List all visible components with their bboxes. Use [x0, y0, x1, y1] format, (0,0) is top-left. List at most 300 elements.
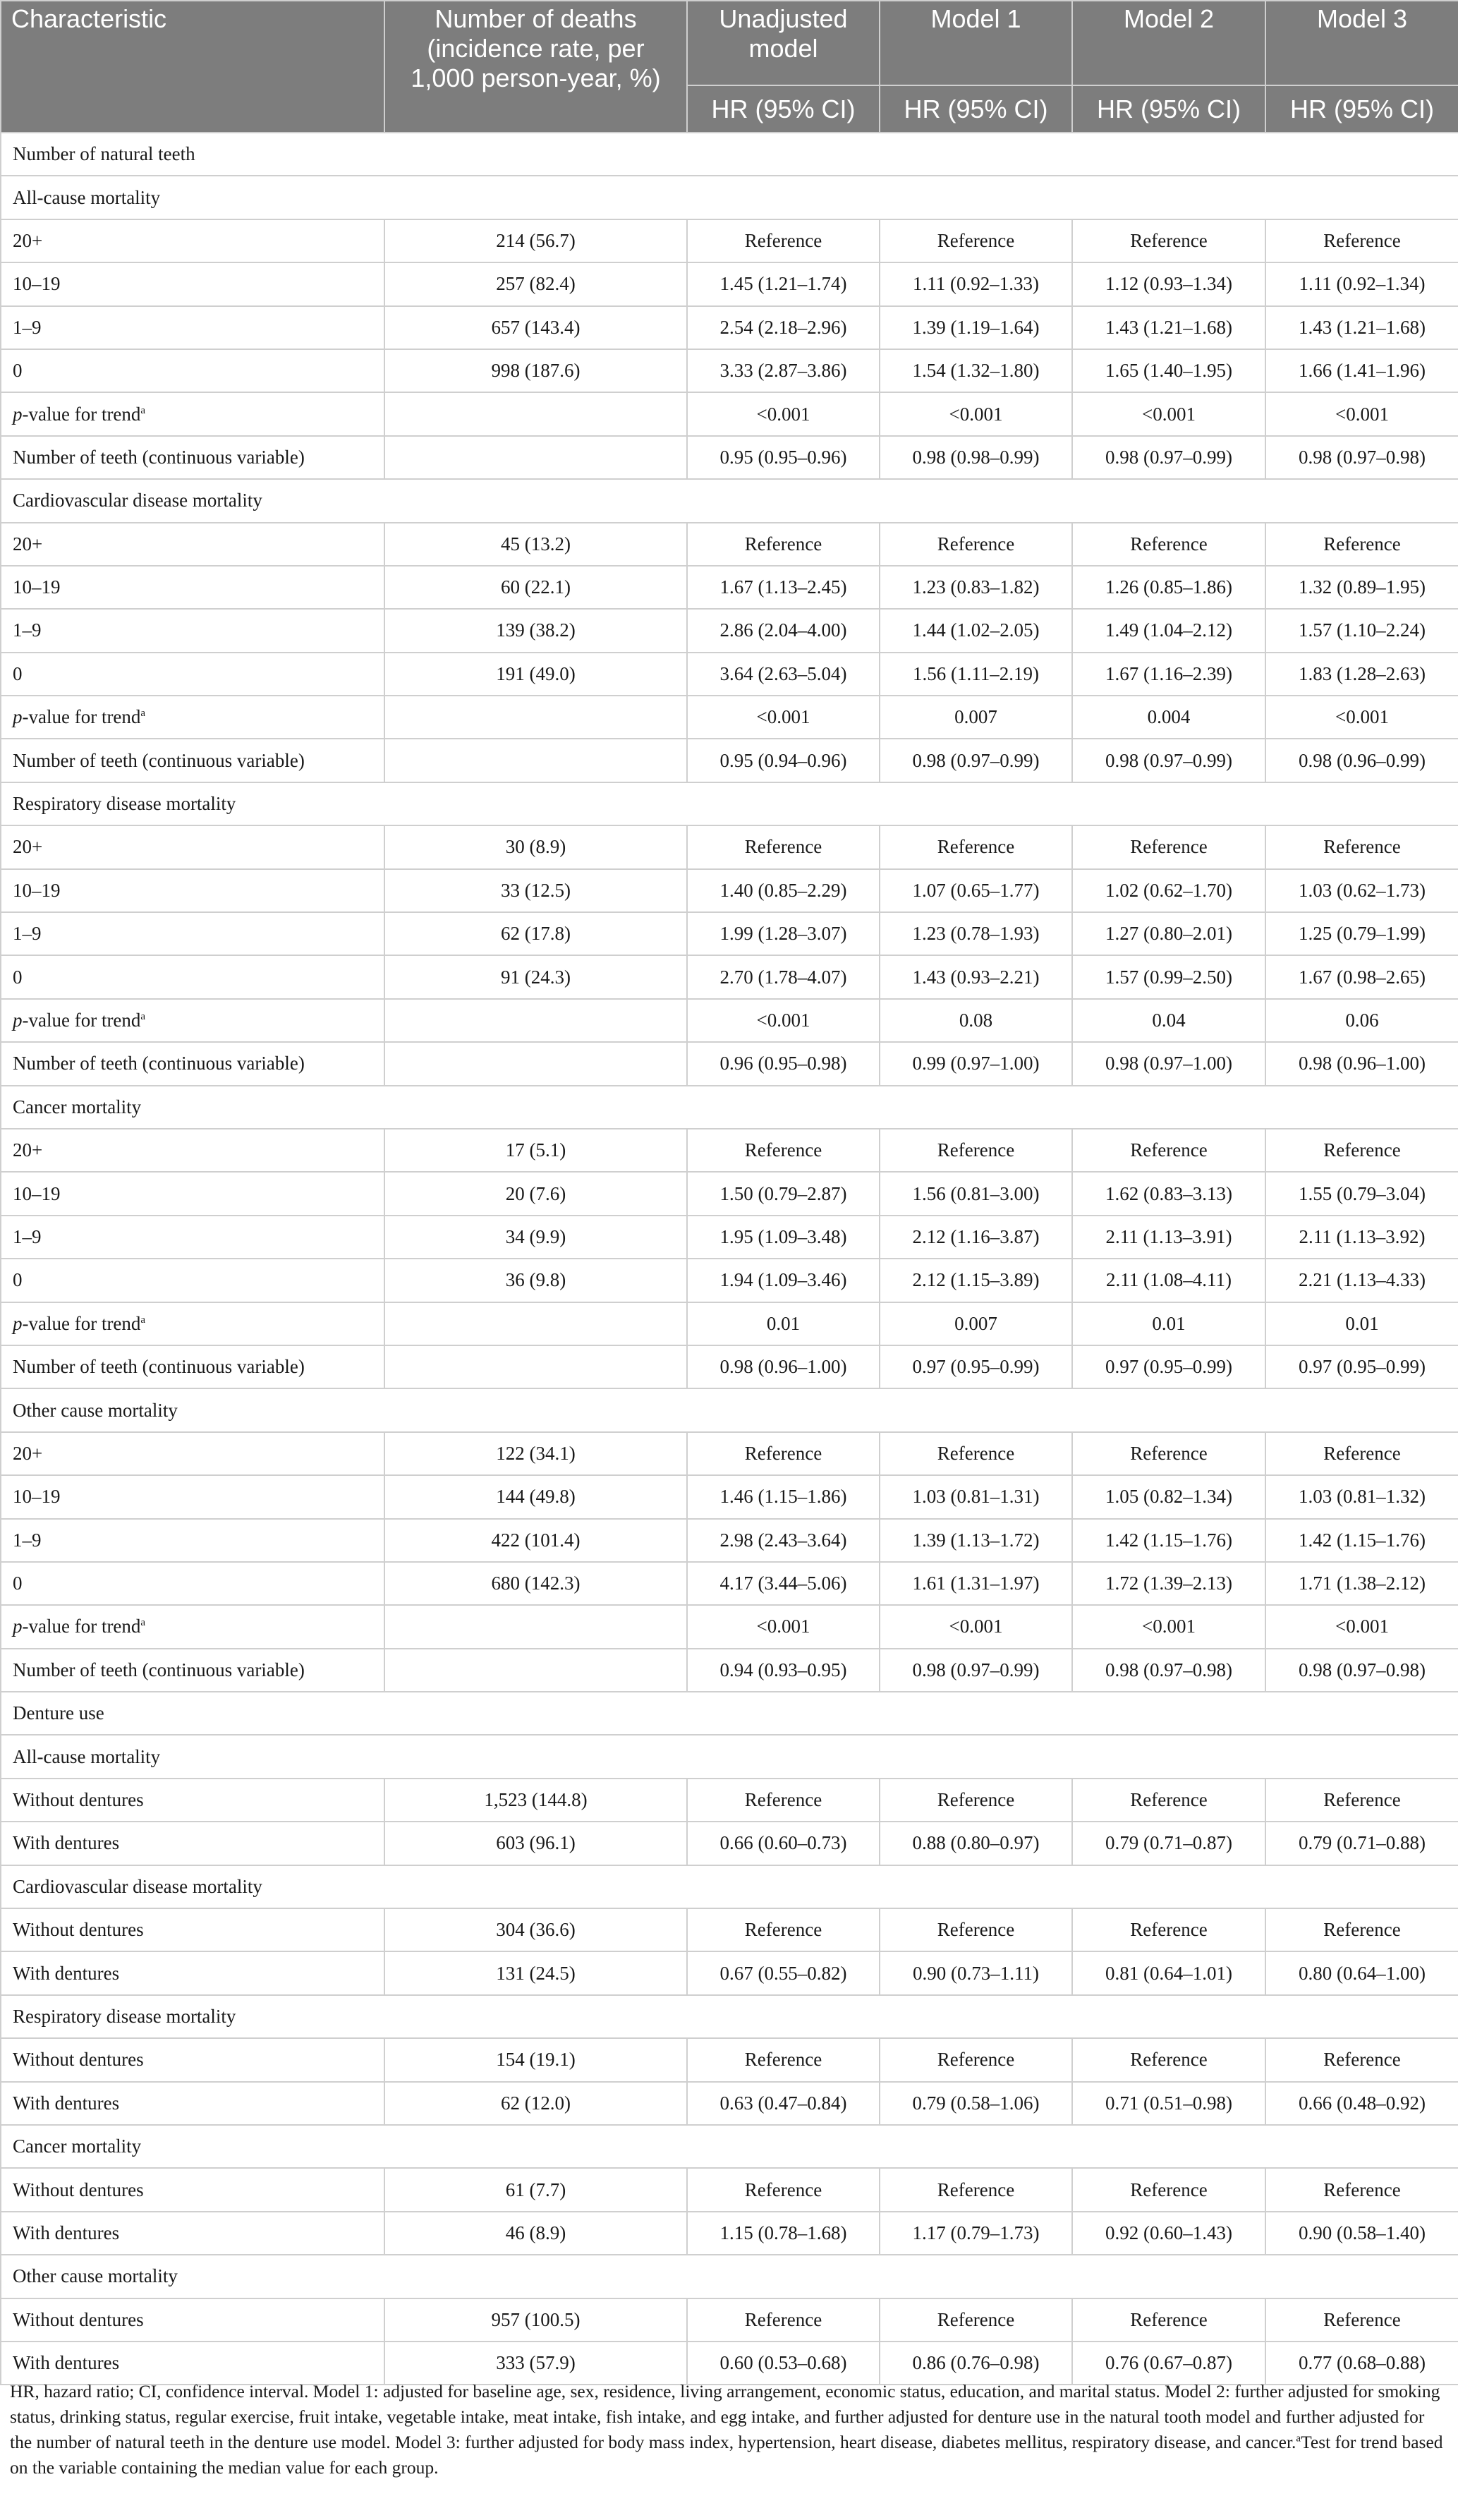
- model2-cell: 1.49 (1.04–2.12): [1072, 609, 1265, 652]
- row-label: [1, 1605, 384, 1648]
- table-row: [1, 1345, 1458, 1388]
- deaths-cell: [384, 1605, 687, 1648]
- model3-cell: Reference: [1265, 1129, 1458, 1172]
- table-row: [1, 219, 1458, 262]
- deaths-cell: 34 (9.9): [384, 1216, 687, 1259]
- model2-cell: 1.72 (1.39–2.13): [1072, 1562, 1265, 1605]
- model3-cell: 1.11 (0.92–1.34): [1265, 262, 1458, 305]
- section-label: All-cause mortality: [1, 1735, 1458, 1778]
- model2-cell: 0.98 (0.97–0.99): [1072, 739, 1265, 782]
- model2-cell: 0.76 (0.67–0.87): [1072, 2342, 1265, 2385]
- model1-cell: 1.39 (1.19–1.64): [880, 306, 1072, 349]
- row-label: 20+: [1, 219, 384, 262]
- row-label: With dentures: [1, 1822, 384, 1865]
- model3-cell: 1.03 (0.62–1.73): [1265, 869, 1458, 912]
- deaths-cell: 191 (49.0): [384, 653, 687, 696]
- section-label: Respiratory disease mortality: [1, 782, 1458, 825]
- row-label: 0: [1, 653, 384, 696]
- unadjusted-cell: Reference: [687, 219, 880, 262]
- model1-cell: 0.98 (0.97–0.99): [880, 1649, 1072, 1692]
- model3-cell: <0.001: [1265, 696, 1458, 739]
- model3-cell: 1.83 (1.28–2.63): [1265, 653, 1458, 696]
- unadjusted-cell: 1.40 (0.85–2.29): [687, 869, 880, 912]
- table-row: [1, 566, 1458, 609]
- deaths-cell: 139 (38.2): [384, 609, 687, 652]
- deaths-cell: 154 (19.1): [384, 2038, 687, 2081]
- model2-cell: Reference: [1072, 1908, 1265, 1951]
- footnote-main: HR, hazard ratio; CI, confidence interval. Model 1: adjusted for baseline age, sex, residence, living arrangement, economic status, education, and marital status. Model 2: further adjusted for smoking status, drinking status, regular exercise, fruit intake, vegetable intake, meat intake, fish intake, and egg intake, and further adjusted for denture use in the natural tooth model and further adjusted for the number of natural teeth in the denture use model. Model 3: further adjusted for body mass index, hypertension, heart disease, diabetes mellitus, respiratory disease, and cancer.: [10, 2381, 1440, 2452]
- model3-cell: Reference: [1265, 2298, 1458, 2342]
- model3-cell: 1.03 (0.81–1.32): [1265, 1475, 1458, 1518]
- model2-cell: 0.01: [1072, 1302, 1265, 1345]
- section-row: [1, 1692, 1458, 1735]
- model3-cell: 1.42 (1.15–1.76): [1265, 1519, 1458, 1562]
- model3-cell: 1.66 (1.41–1.96): [1265, 349, 1458, 392]
- model1-cell: 1.61 (1.31–1.97): [880, 1562, 1072, 1605]
- table-row: [1, 1519, 1458, 1562]
- p-italic: p: [13, 1312, 23, 1334]
- deaths-cell: [384, 739, 687, 782]
- section-label: Other cause mortality: [1, 2255, 1458, 2298]
- trend-row: [1, 1302, 1458, 1345]
- model1-cell: 1.43 (0.93–2.21): [880, 955, 1072, 998]
- model1-cell: 0.98 (0.98–0.99): [880, 436, 1072, 479]
- model2-cell: 1.65 (1.40–1.95): [1072, 349, 1265, 392]
- unadjusted-cell: 4.17 (3.44–5.06): [687, 1562, 880, 1605]
- model1-cell: 0.88 (0.80–0.97): [880, 1822, 1072, 1865]
- model2-cell: Reference: [1072, 2168, 1265, 2211]
- section-label: All-cause mortality: [1, 176, 1458, 219]
- header-hr-model2: HR (95% CI): [1072, 85, 1265, 133]
- model1-cell: 1.54 (1.32–1.80): [880, 349, 1072, 392]
- model1-cell: 1.44 (1.02–2.05): [880, 609, 1072, 652]
- model2-cell: 0.98 (0.97–0.98): [1072, 1649, 1265, 1692]
- table-row: [1, 1822, 1458, 1865]
- unadjusted-cell: <0.001: [687, 1605, 880, 1648]
- model1-cell: 0.08: [880, 999, 1072, 1042]
- model1-cell: Reference: [880, 2298, 1072, 2342]
- section-row: [1, 133, 1458, 176]
- section-label: Cardiovascular disease mortality: [1, 479, 1458, 522]
- unadjusted-cell: 0.60 (0.53–0.68): [687, 2342, 880, 2385]
- deaths-cell: 36 (9.8): [384, 1259, 687, 1302]
- model2-cell: 1.26 (0.85–1.86): [1072, 566, 1265, 609]
- trend-row: [1, 696, 1458, 739]
- model2-cell: 1.57 (0.99–2.50): [1072, 955, 1265, 998]
- row-label: [1, 1302, 384, 1345]
- p-italic: p: [13, 1010, 23, 1031]
- row-label: Number of teeth (continuous variable): [1, 1042, 384, 1085]
- table-row: [1, 2082, 1458, 2125]
- model1-cell: Reference: [880, 1129, 1072, 1172]
- table-footnote: [10, 2379, 1449, 2480]
- section-row: [1, 1388, 1458, 1431]
- model1-cell: 0.007: [880, 696, 1072, 739]
- row-label-text: -value for trend: [22, 1312, 141, 1334]
- row-label: 1–9: [1, 1519, 384, 1562]
- model2-cell: 0.04: [1072, 999, 1265, 1042]
- unadjusted-cell: <0.001: [687, 696, 880, 739]
- model1-cell: Reference: [880, 523, 1072, 566]
- header-deaths: Number of deaths (incidence rate, per 1,000 person-year, %): [384, 1, 687, 133]
- header-model1: Model 1: [880, 1, 1072, 85]
- footnote-marker: a: [140, 708, 146, 720]
- section-row: [1, 1865, 1458, 1908]
- model1-cell: 0.97 (0.95–0.99): [880, 1345, 1072, 1388]
- row-label: 20+: [1, 825, 384, 868]
- row-label: Number of teeth (continuous variable): [1, 1649, 384, 1692]
- model3-cell: Reference: [1265, 219, 1458, 262]
- section-row: [1, 1086, 1458, 1129]
- model1-cell: <0.001: [880, 392, 1072, 435]
- table-row: [1, 2038, 1458, 2081]
- section-row: [1, 782, 1458, 825]
- table-row: [1, 609, 1458, 652]
- unadjusted-cell: Reference: [687, 2168, 880, 2211]
- section-label: Denture use: [1, 1692, 1458, 1735]
- p-italic: p: [13, 403, 23, 425]
- model2-cell: 1.27 (0.80–2.01): [1072, 912, 1265, 955]
- row-label: [1, 392, 384, 435]
- model1-cell: 1.23 (0.83–1.82): [880, 566, 1072, 609]
- row-label: 1–9: [1, 306, 384, 349]
- model1-cell: 1.56 (1.11–2.19): [880, 653, 1072, 696]
- unadjusted-cell: Reference: [687, 2298, 880, 2342]
- row-label: 1–9: [1, 912, 384, 955]
- row-label-text: -value for trend: [22, 1616, 141, 1637]
- footnote-marker: a: [140, 1617, 146, 1629]
- p-italic: p: [13, 1616, 23, 1637]
- unadjusted-cell: 0.94 (0.93–0.95): [687, 1649, 880, 1692]
- deaths-cell: [384, 392, 687, 435]
- footnote-marker: a: [140, 1314, 146, 1326]
- model2-cell: Reference: [1072, 2038, 1265, 2081]
- row-label: 10–19: [1, 566, 384, 609]
- header-characteristic: Characteristic: [1, 1, 384, 133]
- trend-row: [1, 392, 1458, 435]
- row-label: With dentures: [1, 2212, 384, 2255]
- model3-cell: 0.98 (0.96–1.00): [1265, 1042, 1458, 1085]
- unadjusted-cell: 1.46 (1.15–1.86): [687, 1475, 880, 1518]
- table-row: [1, 1779, 1458, 1822]
- unadjusted-cell: 0.66 (0.60–0.73): [687, 1822, 880, 1865]
- model1-cell: 0.86 (0.76–0.98): [880, 2342, 1072, 2385]
- footnote-marker: a: [140, 1011, 146, 1022]
- table-header: [1, 1, 1458, 133]
- section-row: [1, 1995, 1458, 2038]
- table-row: [1, 2298, 1458, 2342]
- model3-cell: 0.01: [1265, 1302, 1458, 1345]
- model1-cell: 1.39 (1.13–1.72): [880, 1519, 1072, 1562]
- deaths-cell: 144 (49.8): [384, 1475, 687, 1518]
- model2-cell: Reference: [1072, 825, 1265, 868]
- model3-cell: 2.21 (1.13–4.33): [1265, 1259, 1458, 1302]
- table-row: [1, 349, 1458, 392]
- model1-cell: Reference: [880, 2168, 1072, 2211]
- deaths-cell: 998 (187.6): [384, 349, 687, 392]
- header-hr-unadjusted: HR (95% CI): [687, 85, 880, 133]
- model3-cell: 1.67 (0.98–2.65): [1265, 955, 1458, 998]
- model3-cell: 0.98 (0.97–0.98): [1265, 1649, 1458, 1692]
- deaths-cell: 33 (12.5): [384, 869, 687, 912]
- model2-cell: Reference: [1072, 219, 1265, 262]
- row-label: 10–19: [1, 869, 384, 912]
- deaths-cell: 333 (57.9): [384, 2342, 687, 2385]
- row-label: 20+: [1, 523, 384, 566]
- model3-cell: 0.98 (0.96–0.99): [1265, 739, 1458, 782]
- deaths-cell: [384, 1345, 687, 1388]
- deaths-cell: 657 (143.4): [384, 306, 687, 349]
- deaths-cell: 957 (100.5): [384, 2298, 687, 2342]
- row-label: [1, 999, 384, 1042]
- model3-cell: 0.79 (0.71–0.88): [1265, 1822, 1458, 1865]
- model3-cell: <0.001: [1265, 392, 1458, 435]
- unadjusted-cell: Reference: [687, 1129, 880, 1172]
- section-label: Number of natural teeth: [1, 133, 1458, 176]
- deaths-cell: 62 (12.0): [384, 2082, 687, 2125]
- model3-cell: 0.06: [1265, 999, 1458, 1042]
- table-row: [1, 436, 1458, 479]
- model3-cell: Reference: [1265, 825, 1458, 868]
- model3-cell: Reference: [1265, 2168, 1458, 2211]
- unadjusted-cell: 0.63 (0.47–0.84): [687, 2082, 880, 2125]
- header-unadjusted: Unadjusted model: [687, 1, 880, 85]
- model2-cell: 1.42 (1.15–1.76): [1072, 1519, 1265, 1562]
- footnote-sup: a: [1296, 2433, 1301, 2445]
- model2-cell: 0.98 (0.97–0.99): [1072, 436, 1265, 479]
- model3-cell: <0.001: [1265, 1605, 1458, 1648]
- row-label: Without dentures: [1, 2168, 384, 2211]
- model2-cell: Reference: [1072, 1779, 1265, 1822]
- model1-cell: Reference: [880, 1432, 1072, 1475]
- model3-cell: Reference: [1265, 1779, 1458, 1822]
- unadjusted-cell: 1.95 (1.09–3.48): [687, 1216, 880, 1259]
- model3-cell: Reference: [1265, 1908, 1458, 1951]
- model1-cell: 2.12 (1.15–3.89): [880, 1259, 1072, 1302]
- deaths-cell: 680 (142.3): [384, 1562, 687, 1605]
- unadjusted-cell: Reference: [687, 1908, 880, 1951]
- model2-cell: Reference: [1072, 1432, 1265, 1475]
- section-label: Cardiovascular disease mortality: [1, 1865, 1458, 1908]
- unadjusted-cell: Reference: [687, 523, 880, 566]
- model3-cell: 2.11 (1.13–3.92): [1265, 1216, 1458, 1259]
- model3-cell: 1.71 (1.38–2.12): [1265, 1562, 1458, 1605]
- unadjusted-cell: 0.95 (0.94–0.96): [687, 739, 880, 782]
- unadjusted-cell: 1.67 (1.13–2.45): [687, 566, 880, 609]
- model3-cell: 0.90 (0.58–1.40): [1265, 2212, 1458, 2255]
- row-label: 10–19: [1, 262, 384, 305]
- model2-cell: 2.11 (1.13–3.91): [1072, 1216, 1265, 1259]
- table-row: [1, 1129, 1458, 1172]
- unadjusted-cell: 0.95 (0.95–0.96): [687, 436, 880, 479]
- header-hr-model3: HR (95% CI): [1265, 85, 1458, 133]
- table-row: [1, 1216, 1458, 1259]
- deaths-cell: [384, 1042, 687, 1085]
- model2-cell: Reference: [1072, 523, 1265, 566]
- unadjusted-cell: 0.67 (0.55–0.82): [687, 1951, 880, 1994]
- section-label: Other cause mortality: [1, 1388, 1458, 1431]
- unadjusted-cell: Reference: [687, 825, 880, 868]
- model2-cell: 0.98 (0.97–1.00): [1072, 1042, 1265, 1085]
- table-row: [1, 1042, 1458, 1085]
- deaths-cell: 91 (24.3): [384, 955, 687, 998]
- table-row: [1, 2212, 1458, 2255]
- header-model2: Model 2: [1072, 1, 1265, 85]
- row-label: 0: [1, 1562, 384, 1605]
- row-label: 20+: [1, 1129, 384, 1172]
- model3-cell: 0.98 (0.97–0.98): [1265, 436, 1458, 479]
- table-row: [1, 1259, 1458, 1302]
- table-row: [1, 1908, 1458, 1951]
- section-row: [1, 1735, 1458, 1778]
- footnote-trend: Test for trend based on the variable containing the median value for each group.: [10, 2432, 1443, 2478]
- model2-cell: 2.11 (1.08–4.11): [1072, 1259, 1265, 1302]
- model1-cell: 0.79 (0.58–1.06): [880, 2082, 1072, 2125]
- row-label: Number of teeth (continuous variable): [1, 739, 384, 782]
- deaths-cell: [384, 999, 687, 1042]
- model2-cell: <0.001: [1072, 392, 1265, 435]
- row-label: Without dentures: [1, 2298, 384, 2342]
- row-label: 1–9: [1, 609, 384, 652]
- row-label: Without dentures: [1, 2038, 384, 2081]
- unadjusted-cell: 1.50 (0.79–2.87): [687, 1172, 880, 1215]
- unadjusted-cell: 3.64 (2.63–5.04): [687, 653, 880, 696]
- deaths-cell: 131 (24.5): [384, 1951, 687, 1994]
- model3-cell: 0.97 (0.95–0.99): [1265, 1345, 1458, 1388]
- table-row: [1, 1649, 1458, 1692]
- trend-row: [1, 1605, 1458, 1648]
- table-row: [1, 739, 1458, 782]
- model2-cell: 0.97 (0.95–0.99): [1072, 1345, 1265, 1388]
- unadjusted-cell: 3.33 (2.87–3.86): [687, 349, 880, 392]
- unadjusted-cell: 1.45 (1.21–1.74): [687, 262, 880, 305]
- table-row: [1, 1432, 1458, 1475]
- table-row: [1, 1951, 1458, 1994]
- model3-cell: 1.43 (1.21–1.68): [1265, 306, 1458, 349]
- row-label: [1, 696, 384, 739]
- row-label: 20+: [1, 1432, 384, 1475]
- table-body: [1, 133, 1458, 2385]
- row-label-text: -value for trend: [22, 1010, 141, 1031]
- model3-cell: 1.32 (0.89–1.95): [1265, 566, 1458, 609]
- model1-cell: Reference: [880, 1908, 1072, 1951]
- unadjusted-cell: Reference: [687, 1779, 880, 1822]
- deaths-cell: 60 (22.1): [384, 566, 687, 609]
- deaths-cell: 304 (36.6): [384, 1908, 687, 1951]
- row-label: With dentures: [1, 1951, 384, 1994]
- model3-cell: 1.57 (1.10–2.24): [1265, 609, 1458, 652]
- p-italic: p: [13, 706, 23, 728]
- model1-cell: 1.17 (0.79–1.73): [880, 2212, 1072, 2255]
- section-label: Respiratory disease mortality: [1, 1995, 1458, 2038]
- model1-cell: 1.23 (0.78–1.93): [880, 912, 1072, 955]
- model3-cell: 0.80 (0.64–1.00): [1265, 1951, 1458, 1994]
- deaths-cell: 1,523 (144.8): [384, 1779, 687, 1822]
- deaths-cell: [384, 696, 687, 739]
- model1-cell: 0.98 (0.97–0.99): [880, 739, 1072, 782]
- deaths-cell: 17 (5.1): [384, 1129, 687, 1172]
- model1-cell: 1.11 (0.92–1.33): [880, 262, 1072, 305]
- model1-cell: Reference: [880, 2038, 1072, 2081]
- row-label: Without dentures: [1, 1779, 384, 1822]
- model1-cell: 0.99 (0.97–1.00): [880, 1042, 1072, 1085]
- model2-cell: 1.43 (1.21–1.68): [1072, 306, 1265, 349]
- section-row: [1, 176, 1458, 219]
- deaths-cell: [384, 1302, 687, 1345]
- unadjusted-cell: <0.001: [687, 999, 880, 1042]
- row-label-text: -value for trend: [22, 706, 141, 728]
- unadjusted-cell: 2.86 (2.04–4.00): [687, 609, 880, 652]
- model2-cell: 0.81 (0.64–1.01): [1072, 1951, 1265, 1994]
- model1-cell: 1.03 (0.81–1.31): [880, 1475, 1072, 1518]
- section-row: [1, 479, 1458, 522]
- row-label: Without dentures: [1, 1908, 384, 1951]
- row-label: Number of teeth (continuous variable): [1, 1345, 384, 1388]
- deaths-cell: 45 (13.2): [384, 523, 687, 566]
- deaths-cell: [384, 1649, 687, 1692]
- model3-cell: 0.66 (0.48–0.92): [1265, 2082, 1458, 2125]
- unadjusted-cell: 0.98 (0.96–1.00): [687, 1345, 880, 1388]
- section-row: [1, 2255, 1458, 2298]
- table-row: [1, 869, 1458, 912]
- model3-cell: Reference: [1265, 523, 1458, 566]
- unadjusted-cell: 1.15 (0.78–1.68): [687, 2212, 880, 2255]
- section-label: Cancer mortality: [1, 1086, 1458, 1129]
- model1-cell: Reference: [880, 825, 1072, 868]
- header-hr-model1: HR (95% CI): [880, 85, 1072, 133]
- row-label: 0: [1, 349, 384, 392]
- row-label: 0: [1, 955, 384, 998]
- row-label: 0: [1, 1259, 384, 1302]
- table-row: [1, 2168, 1458, 2211]
- model1-cell: 0.007: [880, 1302, 1072, 1345]
- header-model3: Model 3: [1265, 1, 1458, 85]
- model2-cell: <0.001: [1072, 1605, 1265, 1648]
- unadjusted-cell: 2.54 (2.18–2.96): [687, 306, 880, 349]
- deaths-cell: 20 (7.6): [384, 1172, 687, 1215]
- unadjusted-cell: 1.99 (1.28–3.07): [687, 912, 880, 955]
- unadjusted-cell: Reference: [687, 1432, 880, 1475]
- table-row: [1, 1172, 1458, 1215]
- model2-cell: 0.92 (0.60–1.43): [1072, 2212, 1265, 2255]
- table-row: [1, 825, 1458, 868]
- unadjusted-cell: 2.70 (1.78–4.07): [687, 955, 880, 998]
- model3-cell: Reference: [1265, 1432, 1458, 1475]
- model1-cell: Reference: [880, 1779, 1072, 1822]
- deaths-cell: 603 (96.1): [384, 1822, 687, 1865]
- section-row: [1, 2125, 1458, 2168]
- model2-cell: 1.02 (0.62–1.70): [1072, 869, 1265, 912]
- deaths-cell: 122 (34.1): [384, 1432, 687, 1475]
- row-label: 10–19: [1, 1475, 384, 1518]
- model1-cell: <0.001: [880, 1605, 1072, 1648]
- model3-cell: 0.77 (0.68–0.88): [1265, 2342, 1458, 2385]
- model2-cell: 0.71 (0.51–0.98): [1072, 2082, 1265, 2125]
- deaths-cell: 214 (56.7): [384, 219, 687, 262]
- model1-cell: 2.12 (1.16–3.87): [880, 1216, 1072, 1259]
- model1-cell: Reference: [880, 219, 1072, 262]
- unadjusted-cell: 2.98 (2.43–3.64): [687, 1519, 880, 1562]
- deaths-cell: 61 (7.7): [384, 2168, 687, 2211]
- unadjusted-cell: Reference: [687, 2038, 880, 2081]
- section-label: Cancer mortality: [1, 2125, 1458, 2168]
- unadjusted-cell: <0.001: [687, 392, 880, 435]
- deaths-cell: 422 (101.4): [384, 1519, 687, 1562]
- model2-cell: Reference: [1072, 1129, 1265, 1172]
- deaths-cell: 257 (82.4): [384, 262, 687, 305]
- row-label: 10–19: [1, 1172, 384, 1215]
- model3-cell: Reference: [1265, 2038, 1458, 2081]
